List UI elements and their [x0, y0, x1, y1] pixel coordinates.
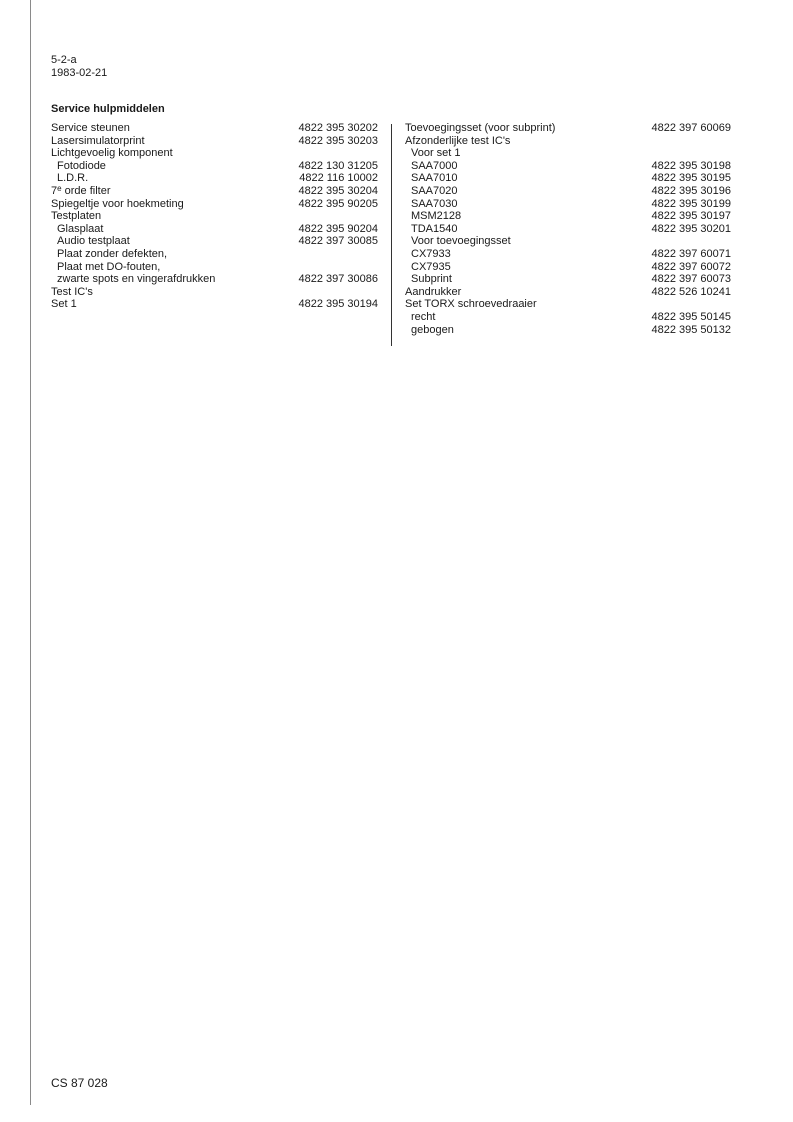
- part-label: SAA7000: [411, 159, 458, 172]
- page-code: 5-2-a: [51, 54, 77, 66]
- part-row: [405, 261, 731, 274]
- part-label: L.D.R.: [57, 172, 89, 185]
- part-number: 4822 395 90205: [298, 197, 378, 210]
- part-row: [51, 172, 378, 185]
- part-label-text: orde filter: [61, 184, 111, 197]
- part-label: Lichtgevoelig komponent: [51, 147, 173, 160]
- part-label: TDA1540: [411, 222, 458, 235]
- part-row: [51, 185, 378, 198]
- part-row: [51, 160, 378, 173]
- part-label-superscript: e: [57, 183, 62, 193]
- left-parts-list: [51, 122, 378, 311]
- part-label: Testplaten: [51, 210, 102, 223]
- part-row: [405, 185, 731, 198]
- part-row: [405, 311, 731, 324]
- part-number: 4822 395 30195: [651, 172, 731, 185]
- part-label: Aandrukker: [405, 285, 462, 298]
- part-row: [405, 286, 731, 299]
- part-row: [405, 298, 731, 311]
- part-number: 4822 395 90204: [298, 222, 378, 235]
- part-number: 4822 395 30198: [651, 159, 731, 172]
- part-label: MSM2128: [411, 210, 462, 223]
- section-title: Service hulpmiddelen: [51, 103, 165, 115]
- part-number: 4822 395 30194: [298, 298, 378, 311]
- part-row: [51, 198, 378, 211]
- part-row: [405, 147, 731, 160]
- part-number: 4822 397 30086: [298, 273, 378, 286]
- part-number: 4822 395 30202: [298, 122, 378, 134]
- part-label: [51, 185, 111, 198]
- part-row: [51, 223, 378, 236]
- part-row: [51, 235, 378, 248]
- part-row: [51, 261, 378, 274]
- part-number: 4822 397 60073: [651, 273, 731, 286]
- part-label: Set TORX schroevedraaier: [405, 298, 537, 311]
- part-number: 4822 397 60071: [651, 247, 731, 260]
- part-label: Afzonderlijke test IC's: [405, 134, 511, 147]
- part-row: [405, 223, 731, 236]
- part-row: [405, 135, 731, 148]
- part-label: Toevoegingsset (voor subprint): [405, 122, 556, 134]
- part-label: Audio testplaat: [57, 235, 130, 248]
- part-label: Set 1: [51, 298, 77, 311]
- part-row: [51, 273, 378, 286]
- part-row: [405, 172, 731, 185]
- part-number: 4822 395 30197: [651, 210, 731, 223]
- part-label: Glasplaat: [57, 222, 104, 235]
- part-number: 4822 395 50132: [651, 323, 731, 336]
- part-label: zwarte spots en vingerafdrukken: [57, 273, 216, 286]
- part-label: Voor set 1: [411, 147, 461, 160]
- part-row: [51, 122, 378, 135]
- page-date: 1983-02-21: [51, 67, 108, 79]
- part-label: Voor toevoegingsset: [411, 235, 511, 248]
- part-number: 4822 116 10002: [299, 172, 378, 185]
- part-label-prefix: 7: [51, 184, 58, 197]
- part-label: SAA7010: [411, 172, 458, 185]
- page-footer-code: CS 87 028: [51, 1076, 108, 1090]
- part-label: Test IC's: [51, 285, 93, 298]
- part-label: Plaat met DO-fouten,: [57, 260, 161, 273]
- part-label: Subprint: [411, 273, 452, 286]
- part-label: recht: [411, 310, 436, 323]
- part-label: CX7935: [411, 260, 451, 273]
- part-row: [51, 248, 378, 261]
- right-parts-list: [405, 122, 731, 336]
- part-row: [405, 122, 731, 135]
- part-number: 4822 395 30201: [651, 222, 731, 235]
- part-row: [51, 135, 378, 148]
- part-label: gebogen: [411, 323, 454, 336]
- part-row: [405, 273, 731, 286]
- part-number: 4822 395 50145: [651, 310, 731, 323]
- part-label: SAA7020: [411, 184, 458, 197]
- part-label: SAA7030: [411, 197, 458, 210]
- part-number: 4822 397 60069: [651, 122, 731, 134]
- part-row: [405, 324, 731, 337]
- part-label: Lasersimulatorprint: [51, 134, 145, 147]
- part-label: Service steunen: [51, 122, 130, 134]
- part-number: 4822 395 30196: [651, 184, 731, 197]
- part-row: [51, 298, 378, 311]
- part-label: Spiegeltje voor hoekmeting: [51, 197, 184, 210]
- part-number: 4822 397 30085: [298, 235, 378, 248]
- part-row: [405, 235, 731, 248]
- part-row: [405, 248, 731, 261]
- part-number: 4822 526 10241: [651, 285, 731, 298]
- part-number: 4822 397 60072: [651, 260, 731, 273]
- part-label: Plaat zonder defekten,: [57, 247, 168, 260]
- part-number: 4822 395 30199: [651, 197, 731, 210]
- part-row: [51, 210, 378, 223]
- part-row: [405, 210, 731, 223]
- part-number: 4822 130 31205: [298, 159, 378, 172]
- part-label: Fotodiode: [57, 159, 106, 172]
- part-label: CX7933: [411, 247, 451, 260]
- page-header: [51, 54, 107, 80]
- part-row: [51, 147, 378, 160]
- part-number: 4822 395 30203: [298, 134, 378, 147]
- column-divider: [391, 124, 392, 346]
- part-row: [51, 286, 378, 299]
- part-row: [405, 198, 731, 211]
- part-row: [405, 160, 731, 173]
- part-number: 4822 395 30204: [298, 184, 378, 197]
- page-margin-rule: [30, 0, 31, 1105]
